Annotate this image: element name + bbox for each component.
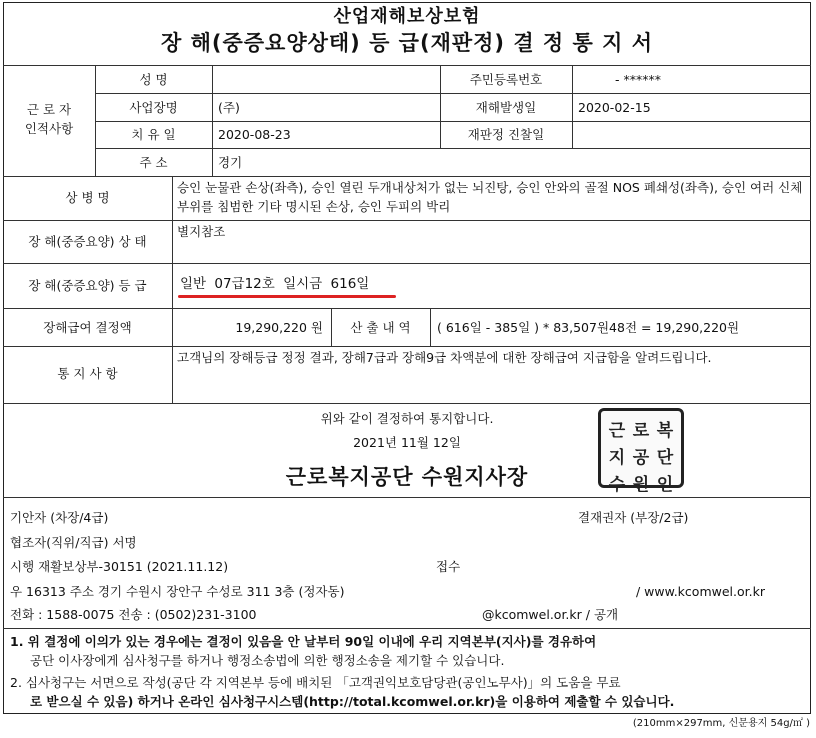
workplace-label: 사업장명 (129, 100, 178, 115)
cure-date-label: 치 유 일 (131, 127, 176, 142)
rrn-value: - ****** (615, 72, 661, 87)
cooperator: 협조자(직위/직급) 서명 (10, 535, 137, 550)
enforcement-number: 시행 재활보상부-30151 (2021.11.12) (10, 559, 229, 574)
disability-grade-value: 일반 07급12호 일시금 616일 (180, 276, 370, 292)
reexam-date-label: 재판정 진찰일 (467, 127, 545, 142)
diagnosis-label: 상 병 명 (65, 190, 110, 205)
note-2-line2: 로 받으실 수 있음) 하거나 온라인 심사청구시스템(http://total.kcomwel.or.kr)을 이용하여 제출할 수 있습니다. (30, 694, 675, 709)
phone-fax: 전화 : 1588-0075 전송 : (0502)231-3100 (10, 607, 257, 622)
drafter: 기안자 (차장/4급) (10, 510, 109, 525)
worker-section-label: 근 로 자 (26, 102, 72, 117)
decision-date: 2021년 11월 12일 (353, 435, 461, 450)
notice-label: 통 지 사 항 (57, 366, 118, 381)
benefit-label: 장해급여 결정액 (43, 320, 132, 335)
note-1-line2: 공단 이사장에게 심사청구를 하거나 행정소송법에 의한 행정소송을 제기할 수 있습니다. (30, 653, 505, 668)
disability-state-label: 장 해(중증요양) 상 태 (28, 234, 147, 249)
receipt-label: 접수 (436, 559, 461, 574)
diagnosis-value: 승인 눈물관 손상(좌측), 승인 열린 두개내상처가 없는 뇌진탕, 승인 안와의 골절 NOS 폐쇄성(좌측), 승인 여러 신체부위를 침범한 기타 명시된 손상, 승인 두피의 박리 (177, 180, 803, 214)
address-value: 경기 (218, 155, 243, 170)
name-label: 성 명 (139, 72, 168, 87)
postal-address: 우 16313 주소 경기 수원시 장안구 수성로 311 3층 (정자동) (10, 584, 345, 599)
approver: 결재권자 (부장/2급) (578, 510, 689, 525)
website-link[interactable]: / www.kcomwel.or.kr (636, 584, 765, 599)
decision-statement: 위와 같이 결정하여 통지합니다. (320, 411, 494, 426)
disability-grade-label: 장 해(중증요양) 등 급 (28, 278, 147, 293)
worker-section-label-2: 인적사항 (24, 121, 74, 136)
accident-date-value: 2020-02-15 (578, 100, 651, 115)
notice-value: 고객님의 장해등급 정정 결과, 장해7급과 장해9급 차액분에 대한 장해급여 지급함을 알려드립니다. (177, 350, 712, 365)
note-1-line1: 1. 위 결정에 이의가 있는 경우에는 결정이 있음을 안 날부터 90일 이내에 우리 지역본부(지사)를 경유하여 (10, 634, 597, 649)
calc-label: 산 출 내 역 (350, 320, 411, 335)
workplace-value: (주) (218, 100, 240, 115)
title-line1: 산업재해보상보험 (333, 6, 481, 27)
calc-value: ( 616일 - 385일 ) * 83,507원48전 = 19,290,220원 (437, 320, 740, 335)
address-label: 주 소 (139, 155, 168, 170)
paper-spec: (210mm×297mm, 신문용지 54g/㎡ ) (632, 718, 810, 729)
email-address[interactable]: @kcomwel.or.kr / 공개 (482, 607, 619, 622)
disability-state-value: 별지참조 (177, 224, 226, 239)
official-seal: 근 로 복 지 공 단 수 원 인 (598, 408, 684, 488)
highlight-underline (178, 295, 396, 298)
document-title: 장 해(중증요양상태) 등 급(재판정) 결 정 통 지 서 (160, 31, 654, 55)
rrn-label: 주민등록번호 (469, 72, 543, 87)
accident-date-label: 재해발생일 (475, 100, 537, 115)
benefit-amount: 19,290,220 원 (235, 320, 323, 335)
note-2-line1: 2. 심사청구는 서면으로 작성(공단 각 지역본부 등에 배치된 「고객권익보호담당관(공인노무사)」의 도움을 무료 (10, 675, 621, 690)
cure-date-value: 2020-08-23 (218, 127, 291, 142)
issuer-name: 근로복지공단 수원지사장 (285, 464, 529, 489)
